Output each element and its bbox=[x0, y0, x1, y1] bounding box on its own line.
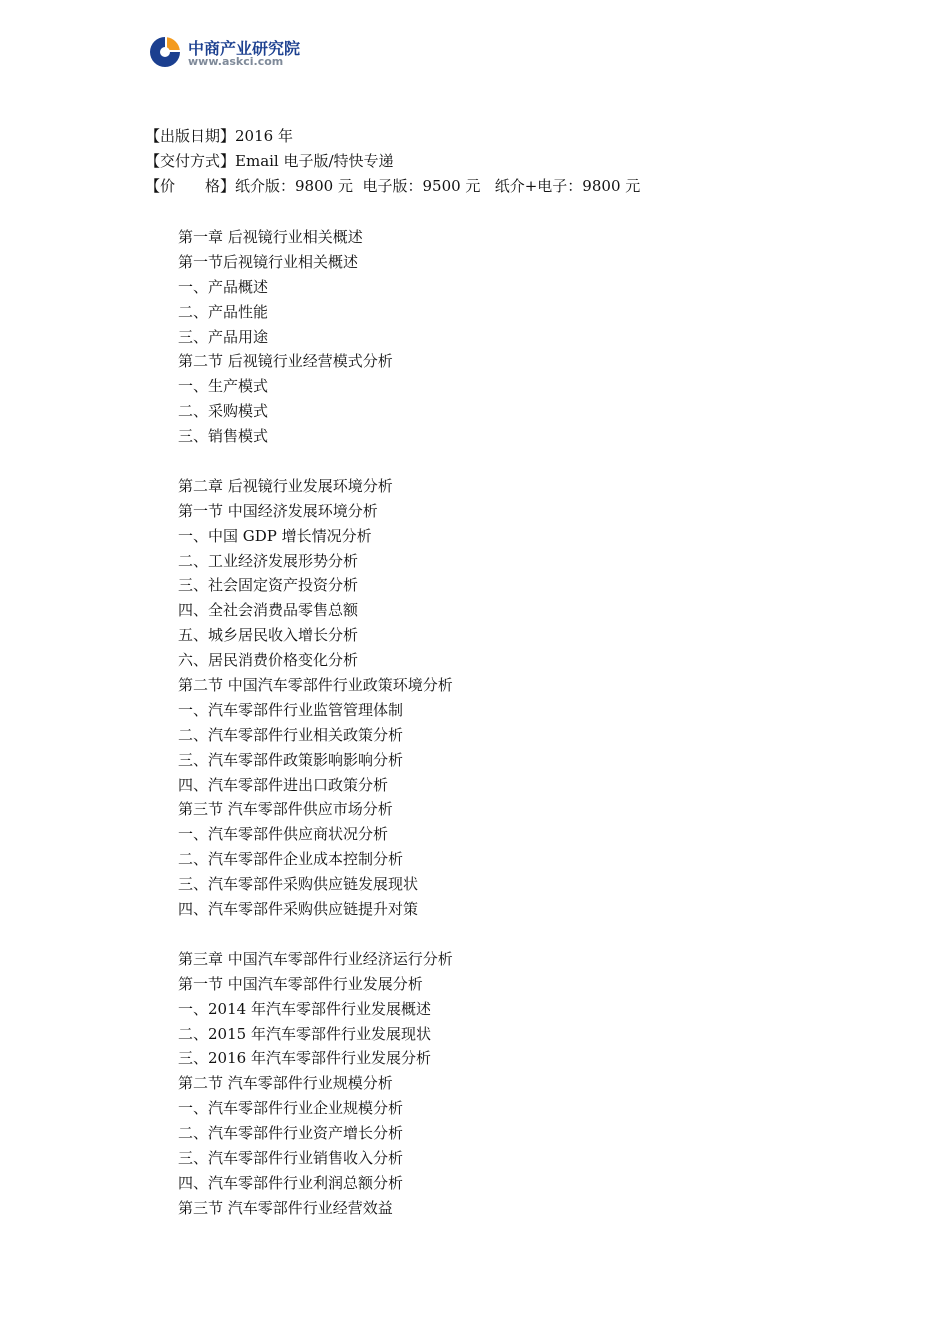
toc-entry: 二、产品性能 bbox=[178, 302, 269, 321]
toc-entry: 一、生产模式 bbox=[178, 377, 269, 396]
delivery-method-row bbox=[145, 149, 640, 174]
chapter-heading: 第一章 后视镜行业相关概述 bbox=[178, 228, 363, 246]
toc-entry: 第二节 汽车零部件行业规模分析 bbox=[178, 1074, 393, 1093]
company-logo bbox=[148, 35, 348, 69]
logo-url: www.askci.com bbox=[188, 55, 284, 68]
toc-entry: 一、中国 GDP 增长情况分析 bbox=[178, 526, 372, 545]
toc-entry: 三、销售模式 bbox=[178, 427, 269, 446]
toc-entry: 一、汽车零部件行业企业规模分析 bbox=[178, 1099, 404, 1118]
toc-entry: 第一节后视镜行业相关概述 bbox=[178, 252, 359, 271]
toc-entry: 三、汽车零部件政策影响影响分析 bbox=[178, 750, 404, 769]
toc-entry: 第一节 中国经济发展环境分析 bbox=[178, 501, 378, 520]
chapter-heading: 第三章 中国汽车零部件行业经济运行分析 bbox=[178, 949, 453, 968]
toc-entry: 三、汽车零部件采购供应链发展现状 bbox=[178, 875, 419, 894]
toc-entry: 二、采购模式 bbox=[178, 402, 269, 421]
toc-entry: 第一节 中国汽车零部件行业发展分析 bbox=[178, 974, 423, 993]
price-label: 【价 格】 bbox=[145, 177, 236, 195]
toc-entry: 一、2014 年汽车零部件行业发展概述 bbox=[178, 999, 431, 1018]
toc-entry: 一、汽车零部件供应商状况分析 bbox=[178, 825, 389, 844]
toc-entry: 第三节 汽车零部件供应市场分析 bbox=[178, 800, 393, 819]
logo-mark-icon bbox=[148, 35, 182, 69]
toc-entry: 四、汽车零部件进出口政策分析 bbox=[178, 775, 389, 794]
toc-entry: 三、社会固定资产投资分析 bbox=[178, 576, 359, 595]
toc-entry: 二、汽车零部件企业成本控制分析 bbox=[178, 850, 404, 869]
toc-entry: 四、汽车零部件行业利润总额分析 bbox=[178, 1173, 404, 1192]
toc-entry: 二、汽车零部件行业相关政策分析 bbox=[178, 725, 404, 744]
chapter-heading: 第二章 后视镜行业发展环境分析 bbox=[178, 476, 393, 495]
toc-entry: 二、工业经济发展形势分析 bbox=[178, 551, 359, 570]
delivery-method-label: 【交付方式】 bbox=[145, 152, 236, 170]
publish-date-label: 【出版日期】 bbox=[145, 127, 236, 145]
toc-entry: 三、2016 年汽车零部件行业发展分析 bbox=[178, 1049, 431, 1068]
logo-title: 中商产业研究院 bbox=[188, 39, 301, 58]
toc-entry: 二、2015 年汽车零部件行业发展现状 bbox=[178, 1024, 431, 1043]
table-of-contents bbox=[178, 225, 453, 1221]
toc-entry: 三、汽车零部件行业销售收入分析 bbox=[178, 1148, 404, 1167]
toc-entry: 四、汽车零部件采购供应链提升对策 bbox=[178, 900, 419, 919]
toc-entry: 三、产品用途 bbox=[178, 327, 269, 346]
toc-entry: 第三节 汽车零部件行业经营效益 bbox=[178, 1198, 393, 1217]
toc-entry: 一、产品概述 bbox=[178, 277, 269, 296]
chapter-spacer bbox=[178, 922, 453, 947]
publish-date-value: 2016 年 bbox=[235, 127, 293, 145]
price-value: 纸介版：9800 元 电子版：9500 元 纸介+电子：9800 元 bbox=[235, 177, 641, 195]
toc-entry: 二、汽车零部件行业资产增长分析 bbox=[178, 1124, 404, 1143]
publish-date-row bbox=[145, 124, 640, 149]
toc-entry: 六、居民消费价格变化分析 bbox=[178, 651, 359, 670]
toc-entry: 第二节 后视镜行业经营模式分析 bbox=[178, 352, 393, 371]
toc-entry: 五、城乡居民收入增长分析 bbox=[178, 626, 359, 645]
chapter-spacer bbox=[178, 449, 453, 474]
price-row bbox=[145, 174, 640, 199]
publication-info bbox=[145, 124, 640, 199]
delivery-method-value: Email 电子版/特快专递 bbox=[235, 152, 394, 170]
toc-entry: 一、汽车零部件行业监管管理体制 bbox=[178, 700, 404, 719]
toc-entry: 第二节 中国汽车零部件行业政策环境分析 bbox=[178, 676, 453, 695]
toc-entry: 四、全社会消费品零售总额 bbox=[178, 601, 359, 620]
